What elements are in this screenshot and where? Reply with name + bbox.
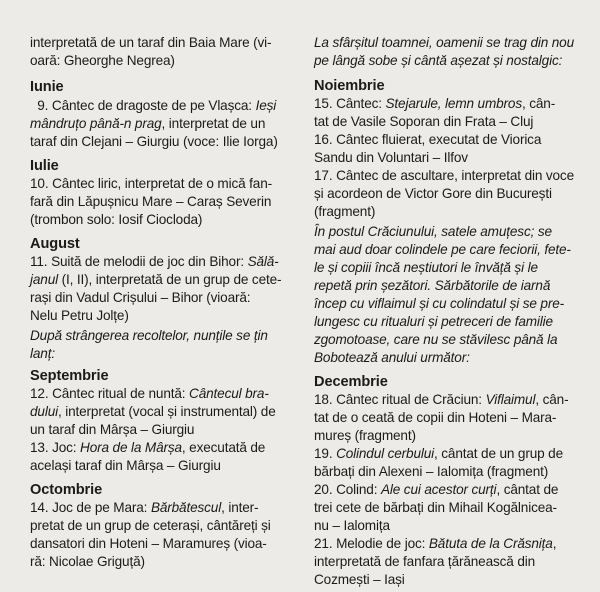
track-13: același taraf din Mârșa – Giurgiu: [30, 458, 221, 473]
track-21: interpretată de fanfara țărănească din: [314, 554, 536, 569]
track-14: ră: Nicolae Griguță): [30, 554, 145, 569]
season-intro: După strângerea recoltelor, nunțile se țin: [30, 328, 268, 343]
track-15: tat de Vasile Soporan din Frata – Cluj: [314, 114, 534, 129]
track-20: 20. Colind: Ale cui acestor curți, cântat de: [314, 482, 559, 497]
season-intro: mai aud doar colindele pe care feciorii, fete-: [314, 242, 571, 257]
track-14: 14. Joc de pe Mara: Bărbătescul, inter-: [30, 500, 259, 515]
season-intro: pe lângă sobe și cântă așezat și nostalgic:: [314, 53, 563, 68]
season-intro: În postul Crăciunului, satele amuțesc; se: [314, 224, 552, 239]
season-intro: La sfârșitul toamnei, oamenii se trag din nou: [314, 35, 574, 50]
track-12: dului, interpretat (vocal și instrumental) de: [30, 404, 276, 419]
track-20: nu – Ialomița: [314, 518, 390, 533]
season-intro: repetă prin șezători. Sărbătorile de iarnă: [314, 278, 551, 293]
track-11: Nelu Petru Jolțe): [30, 308, 129, 323]
track-18: 18. Cântec ritual de Crăciun: Viflaimul, cân-: [314, 392, 569, 407]
track-12: un taraf din Mârșa – Giurgiu: [30, 422, 195, 437]
track-14: dansatori din Hoteni – Maramureș (vioa-: [30, 536, 267, 551]
month-heading-septembrie: Septembrie: [30, 368, 109, 384]
track-17: 17. Cântec de ascultare, interpretat din voce: [314, 168, 574, 183]
track-21: 21. Melodie de joc: Bătuta de la Crăsnița,: [314, 536, 557, 551]
track-10: fară din Lăpușnicu Mare – Caraș Severin: [30, 194, 272, 209]
track-18: tat de o ceată de copii din Hoteni – Mara-: [314, 410, 557, 425]
track-10: (trombon solo: Iosif Ciocloda): [30, 212, 203, 227]
track-18: mureș (fragment): [314, 428, 416, 443]
track-21: Cozmești – Iași: [314, 572, 405, 587]
track-12: 12. Cântec ritual de nuntă: Cântecul bra-: [30, 386, 269, 401]
track-16: 16. Cântec fluierat, executat de Viorica: [314, 132, 542, 147]
track-10: 10. Cântec liric, interpretat de o mică fan-: [30, 176, 272, 191]
track-16: Sandu din Voluntari – Ilfov: [314, 150, 468, 165]
track-19: bărbați din Alexeni – Ialomița (fragment): [314, 464, 549, 479]
track-11: janul (I, II), interpretată de un grup de cete-: [30, 272, 282, 287]
track-11: 11. Suită de melodii de joc din Bihor: Sălă-: [30, 254, 279, 269]
track-9: mândruțo până-n prag, interpretat de un: [30, 116, 266, 131]
month-heading-august: August: [30, 236, 80, 252]
track-continued-line: interpretată de un taraf din Baia Mare (vi-: [30, 35, 272, 50]
track-20: trei cete de bărbați din Mihail Kogălnicea-: [314, 500, 557, 515]
season-intro: zgomotoase, care nu se stăvilesc până la: [314, 332, 558, 347]
track-11: rași din Vadul Crișului – Bihor (vioară:: [30, 290, 251, 305]
month-heading-noiembrie: Noiembrie: [314, 78, 385, 94]
season-intro: lanț:: [30, 346, 55, 361]
month-heading-decembrie: Decembrie: [314, 374, 388, 390]
month-heading-iunie: Iunie: [30, 79, 64, 95]
track-13: 13. Joc: Hora de la Mârșa, executată de: [30, 440, 266, 455]
track-9: taraf din Clejani – Giurgiu (voce: Ilie Iorga): [30, 134, 278, 149]
track-17: și acordeon de Victor Gore din București: [314, 186, 552, 201]
season-intro: lungesc cu ritualuri și petreceri de familie: [314, 314, 553, 329]
month-heading-octombrie: Octombrie: [30, 482, 103, 498]
track-14: pretat de un grup de ceterași, cântăreți și: [30, 518, 271, 533]
track-continued-line: oară: Gheorghe Negrea): [30, 53, 175, 68]
season-intro: Bobotează anului următor:: [314, 350, 470, 365]
track-9: 9. Cântec de dragoste de pe Vlașca: Ieși: [37, 98, 277, 113]
track-19: 19. Colindul cerbului, cântat de un grup de: [314, 446, 563, 461]
month-heading-iulie: Iulie: [30, 158, 59, 174]
track-15: 15. Cântec: Stejarule, lemn umbros, cân-: [314, 96, 556, 111]
track-17: (fragment): [314, 204, 376, 219]
season-intro: încep cu viflaimul și cu colindatul și se pre-: [314, 296, 564, 311]
season-intro: le și copiii încă neștiutori le învăță și le: [314, 260, 538, 275]
